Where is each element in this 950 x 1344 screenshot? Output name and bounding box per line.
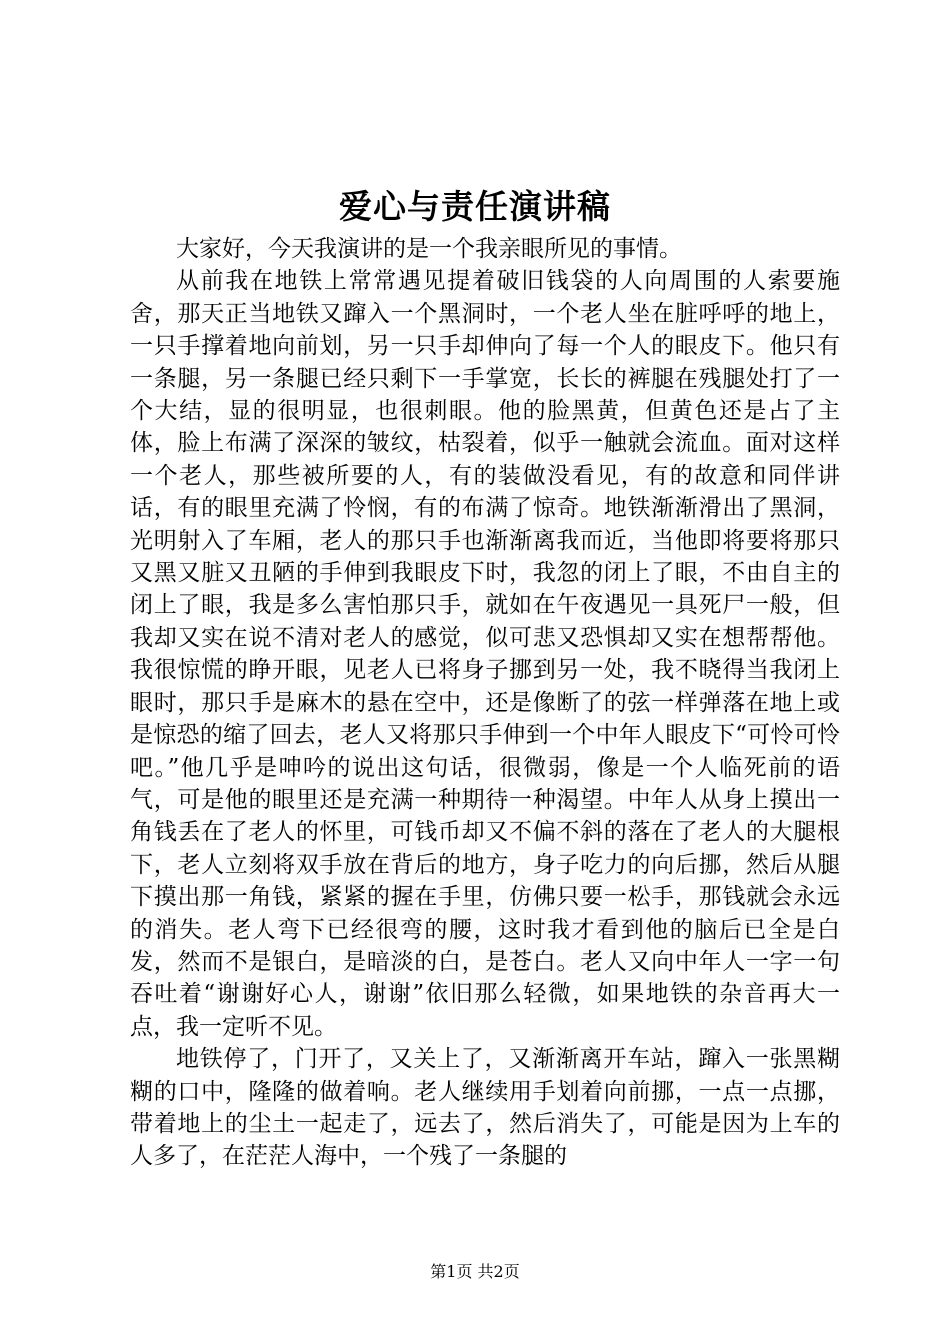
document-title: 爱心与责任演讲稿 xyxy=(339,187,611,226)
paragraph-subway-story: 从前我在地铁上常常遇见提着破旧钱袋的人向周围的人索要施舍，那天正当地铁又蹿入一个黑洞时，一个老人坐在脏呼呼的地上，一只手撑着地向前划，另一只手却伸向了每一个人的眼皮下。他只有一条腿，另一条腿已经只剩下一手掌宽，长长的裤腿在残腿处打了一个大结，显的很明显，也很刺眼。他的脸黑黄，但黄色还是占了主体，脸上布满了深深的皱纹，枯裂着，似乎一触就会流血。面对这样一个老人，那些被所要的人，有的装做没看见，有的故意和同伴讲话，有的眼里充满了怜悯，有的布满了惊奇。地铁渐渐滑出了黑洞，光明射入了车厢，老人的那只手也渐渐离我而近，当他即将要将那只又黑又脏又丑陋的手伸到我眼皮下时，我忽的闭上了眼，不由自主的闭上了眼，我是多么害怕那只手，就如在午夜遇见一具死尸一般，但我却又实在说不清对老人的感觉，似可悲又恐惧却又实在想帮帮他。我很惊慌的睁开眼，见老人已将身子挪到另一处，我不晓得当我闭上眼时，那只手是麻木的悬在空中，还是像断了的弦一样弹落在地上或是惊恐的缩了回去，老人又将那只手伸到一个中年人眼皮下“可怜可怜吧。”他几乎是呻吟的说出这句话，很微弱，像是一个人临死前的语气，可是他的眼里还是充满一种期待一种渴望。中年人从身上摸出一角钱丢在了老人的怀里，可钱币却又不偏不斜的落在了老人的大腿根下，老人立刻将双手放在背后的地方，身子吃力的向后挪，然后从腿下摸出那一角钱，紧紧的握在手里，仿佛只要一松手，那钱就会永远的消失。老人弯下已经很弯的腰，这时我才看到他的脑后已全是白发，然而不是银白，是暗淡的白，是苍白。老人又向中年人一字一句吞吐着“谢谢好心人，谢谢”依旧那么轻微，如果地铁的杂音再大一点，我一定听不见。 xyxy=(130,268,840,1040)
document-body xyxy=(130,233,840,1173)
page-number-footer: 第1页 共2页 xyxy=(430,1262,520,1281)
paragraph-train-departs: 地铁停了，门开了，又关上了，又渐渐离开车站，蹿入一张黑糊糊的口中，隆隆的做着响。老人继续用手划着向前挪，一点一点挪，带着地上的尘土一起走了，远去了，然后消失了，可能是因为上车的人多了，在茫茫人海中，一个残了一条腿的 xyxy=(130,1046,840,1170)
paragraph-greeting: 大家好，今天我演讲的是一个我亲眼所见的事情。 xyxy=(176,236,682,262)
